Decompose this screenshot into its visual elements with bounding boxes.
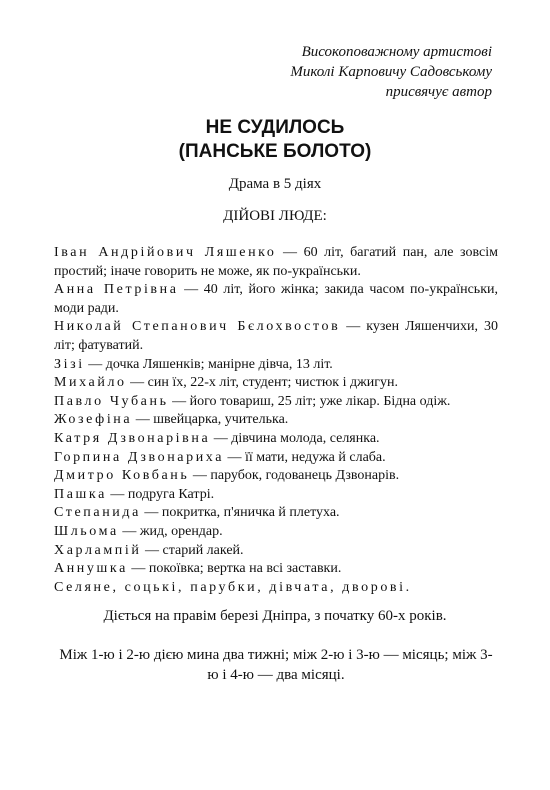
cast-entry	[54, 356, 498, 375]
dedication-line: Високоповажному артистові	[301, 44, 492, 60]
character-name: Анна Петрівна	[54, 282, 179, 298]
character-name: Пашка	[54, 486, 107, 502]
character-name: Аннушка	[54, 561, 128, 577]
dedication-line: присвячує автор	[385, 84, 492, 100]
character-description: — покритка, п'яничка й плетуха.	[140, 505, 340, 521]
cast-entry	[54, 486, 498, 505]
cast-entry	[54, 467, 498, 486]
character-name: Михайло	[54, 375, 127, 391]
character-name: Іван Андрійович Ляшенко	[54, 245, 277, 260]
character-description: — син їх, 22-х літ, студент; чистюк і джигун.	[126, 375, 398, 391]
character-name: Селяне, соцькі, парубки, дівчата, дворові.	[54, 579, 412, 595]
title-alternate: (ПАНСЬКЕ БОЛОТО)	[178, 141, 372, 162]
character-name: Степанида	[54, 505, 141, 521]
timing-note: Між 1-ю і 2-ю дією мина два тижні; між 2-ю і 3-ю — місяць; між 3-ю і 4-ю — два місяці.	[59, 647, 493, 683]
cast-entry	[54, 504, 498, 523]
character-name: Павло Чубань	[54, 393, 169, 409]
character-description: — 40 літ, його жінка; закида часом по-українськи, моди ради.	[54, 282, 498, 316]
play-title	[0, 116, 550, 164]
character-description: — подруга Катрі.	[106, 486, 215, 502]
character-description: — його товариш, 25 літ; уже лікар. Бідна одіж.	[168, 393, 451, 409]
character-name: Жозефіна	[54, 412, 133, 428]
character-description: — парубок, годованець Дзвонарів.	[189, 468, 400, 484]
character-description: — жид, орендар.	[118, 523, 223, 539]
cast-heading: ДІЙОВІ ЛЮДЕ:	[223, 208, 327, 224]
character-name: Горпина Дзвонариха	[54, 449, 225, 465]
cast-entry	[54, 542, 498, 561]
cast-list	[54, 244, 498, 597]
character-name: Дмитро Ковбань	[54, 468, 190, 484]
character-name: Николай Степанович Бєлохвостов	[54, 319, 341, 335]
character-description: — її мати, недужа й слаба.	[224, 449, 386, 465]
cast-entry	[54, 374, 498, 393]
cast-entry	[54, 393, 498, 412]
character-description: — кузен Ляшенчихи, 30 літ; фатуватий.	[54, 319, 498, 353]
character-description: — 60 літ, багатий пан, але зовсім простий; іначе говорить не може, як по-українськи.	[54, 245, 498, 279]
character-description: — швейцарка, учителька.	[132, 412, 289, 428]
character-description: — дівчина молода, селянка.	[210, 430, 380, 446]
character-name: Шльома	[54, 523, 119, 539]
genre-subtitle: Драма в 5 діях	[228, 176, 322, 192]
character-description: — покоївка; вертка на всі заставки.	[127, 561, 342, 577]
cast-entry	[54, 318, 498, 355]
cast-entry	[54, 244, 498, 281]
setting-note: Діється на правім березі Дніпра, з початку 60-х років.	[103, 608, 447, 624]
character-name: Зізі	[54, 356, 85, 372]
cast-entry	[54, 449, 498, 468]
title-main: НЕ СУДИЛОСЬ	[205, 117, 345, 138]
cast-entry-group	[54, 579, 498, 598]
cast-entry	[54, 560, 498, 579]
cast-entry	[54, 523, 498, 542]
character-name: Харлампій	[54, 542, 142, 558]
character-description: — дочка Ляшенків; манірне дівча, 13 літ.	[84, 356, 333, 372]
character-description: — старий лакей.	[141, 542, 244, 558]
character-name: Катря Дзвонарівна	[54, 430, 211, 446]
cast-entry	[54, 411, 498, 430]
dedication-line: Миколі Карповичу Садовському	[290, 64, 492, 80]
cast-entry	[54, 430, 498, 449]
cast-entry	[54, 281, 498, 318]
dedication	[132, 42, 492, 102]
